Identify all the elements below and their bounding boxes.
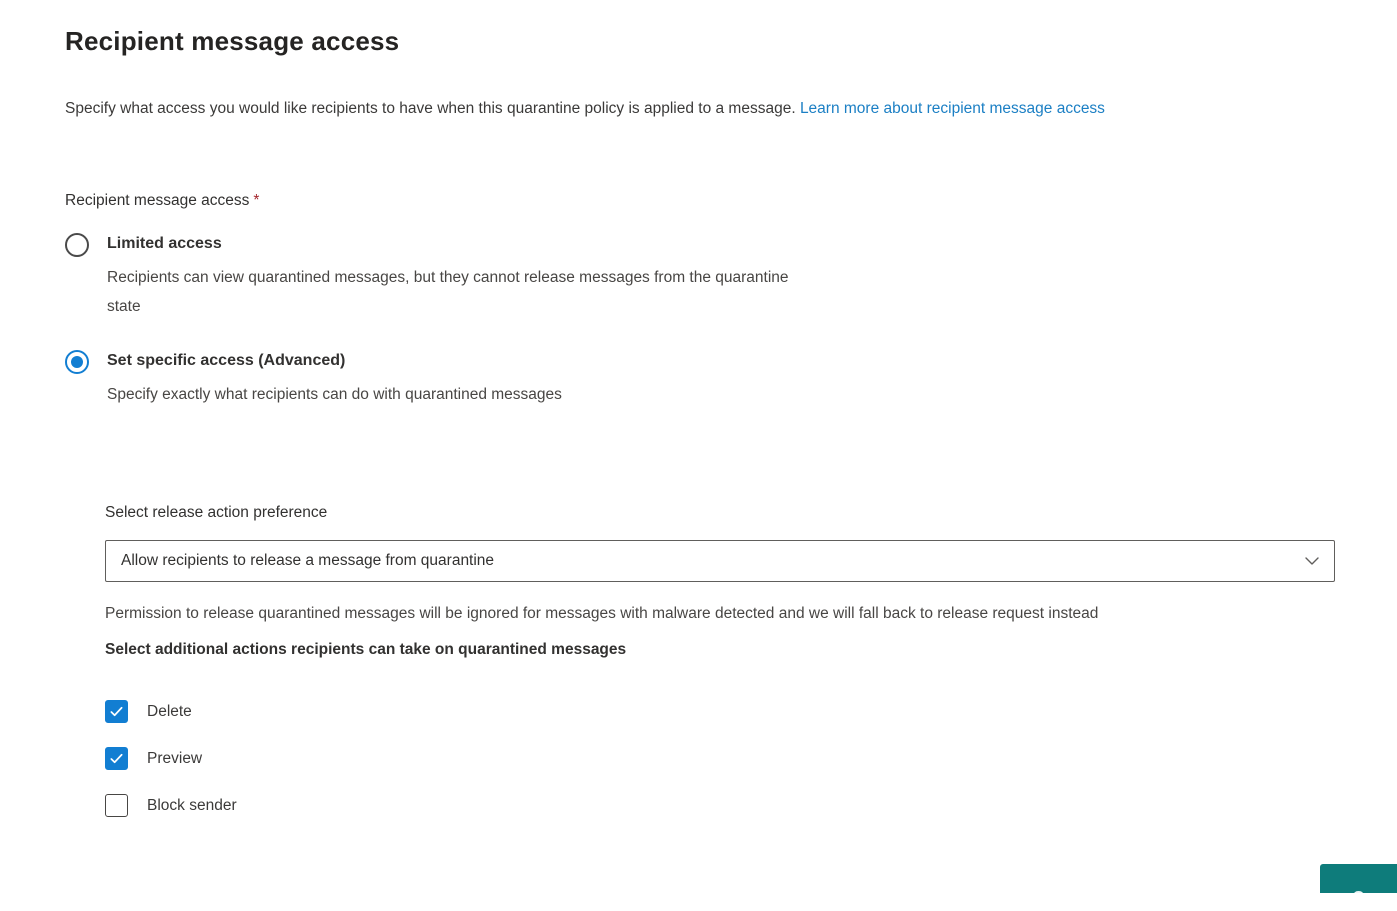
page-title: Recipient message access [65, 26, 400, 56]
checkmark-icon [109, 751, 124, 766]
checkbox-block-sender[interactable] [105, 794, 1332, 817]
checkbox-delete[interactable] [105, 700, 1332, 723]
advanced-options-section [65, 502, 1332, 817]
radio-limited-access-label: Limited access [107, 235, 222, 252]
radio-button-icon[interactable] [65, 233, 89, 257]
release-preference-selected-value: Allow recipients to release a message from quarantine [121, 552, 495, 569]
intro-paragraph [65, 94, 1332, 123]
radio-set-specific-access[interactable] [65, 349, 1332, 409]
help-question-glyph: ? [1352, 888, 1365, 910]
radio-button-icon[interactable] [65, 350, 89, 374]
checkbox-block-sender-label: Block sender [147, 796, 237, 814]
additional-actions-label: Select additional actions recipients can take on quarantined messages [105, 641, 627, 658]
chevron-down-icon [1304, 553, 1320, 569]
checkbox-icon[interactable] [105, 700, 128, 723]
checkmark-icon [109, 704, 124, 719]
intro-text: Specify what access you would like recipients to have when this quarantine policy is applied to a message. [65, 100, 800, 117]
checkbox-delete-label: Delete [147, 702, 192, 720]
learn-more-link[interactable]: Learn more about recipient message access [799, 100, 1105, 117]
checkbox-icon[interactable] [105, 747, 128, 770]
radio-dot [71, 356, 83, 368]
radio-group-label: Recipient message access * [65, 192, 260, 209]
required-marker: * [253, 192, 260, 209]
radio-limited-access-description: Recipients can view quarantined messages, but they cannot release messages from the quarantine state [107, 269, 789, 315]
help-button[interactable] [1320, 864, 1397, 910]
release-preference-label: Select release action preference [105, 504, 328, 521]
radio-set-specific-access-description: Specify exactly what recipients can do with quarantined messages [107, 386, 562, 403]
checkbox-icon[interactable] [105, 794, 128, 817]
checkbox-preview-label: Preview [147, 749, 203, 767]
radio-set-specific-access-label: Set specific access (Advanced) [107, 352, 346, 369]
release-preference-note: Permission to release quarantined messages will be ignored for messages with malware detected and we will fall back to release request instead [105, 605, 1099, 622]
radio-limited-access[interactable] [65, 232, 1332, 321]
release-preference-dropdown[interactable] [105, 540, 1335, 582]
checkbox-preview[interactable] [105, 747, 1332, 770]
